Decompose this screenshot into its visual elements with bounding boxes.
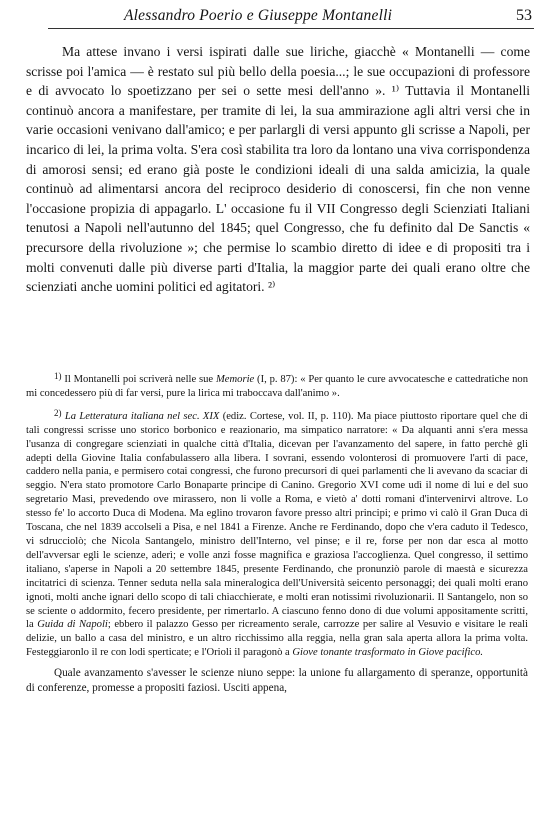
continued-text: Quale avanzamento s'avesser le scienze niuno seppe: la unione fu allargamento di speranze, opportunità di conferenze, promesse a propositi faziosi. Usciti appena, xyxy=(26,667,528,694)
running-head: Alessandro Poerio e Giuseppe Montanelli xyxy=(124,7,393,24)
footnote-marker: 1) xyxy=(54,371,62,381)
page-header xyxy=(48,6,534,29)
book-title: Memorie xyxy=(215,374,255,385)
main-text xyxy=(26,42,530,297)
footnote-1 xyxy=(26,370,528,401)
guide-title: Guida di Napoli xyxy=(37,619,108,631)
footnote-text: Il Montanelli poi scriverà nelle sue xyxy=(64,374,214,385)
footnote-text: ; ebbero il palazzo Gesso per ricreamento serale, carrozze per salire al Vesuvio e visitare le reali delizie, un ballo a casa del ministro, e un altro ricchissimo alla reggia, nella gran sala aperta allora la prima volta. Festeggiaronlo il re con lodi sperticate; e l'Orioli il paragonò a xyxy=(26,619,528,659)
quote-ending: Giove tonante trasformato in Giove pacifico. xyxy=(292,647,484,659)
footnote-2 xyxy=(26,407,528,660)
page-number: 53 xyxy=(516,7,532,24)
book-title: La Letteratura italiana nel sec. XIX xyxy=(64,410,220,422)
footnote-marker: 2) xyxy=(54,407,62,418)
footnote-text: (ediz. Cortese, vol. II, p. 110). Ma piace piuttosto riportare quel che di tali congressi scrisse uno storico borbonico e reazionario, ma simpatico narratore: « Da alquanti anni s'era messa l'usanza di congregare scienziati in qualche città d'Italia, dicevan per l'avanzamento del sapere, in fatto perchè gli adepti della Giovine Italia confabulassero alla libera. I sovrani, essendo volonterosi di promuovere l'arti di pace, caddero nella pania, e permisero cotai congressi, che furono precursori di quei parlamenti che li avevano da scaciar di seggio. N'era stato promotore Carlo Bonaparte principe di Canino. Gregorio XVI come udì il nome di lui e del suo segretario Masi, prevedendo ove mirassero, non li volle a Roma, e vietò a' dotti romani d'intervenirvi altrove. Lo stesso fe' lo accorto Duca di Modena. Ma eglino trovaron favore presso altri principi; e primo vi calò il Gran Duca di Toscana, che nel 1839 accolseli a Pisa, e nel 1841 a Firenze. Anche re Ferdinando, dopo che v'era caduto il Tedesco, vi sdrucciolò; che Nicola Santangelo, ministro dell'Interno, vel pinse; e il re, forse per non dar esca al motto dell'avversar egli le scienze, aderì; e volle anzi fosse magnifica e graziosa l'accoglienza. Quel congresso, il settimo italiano, s'aperse in Napoli a 20 settembre 1845, presente Ferdinando, che pronunziò parole di maestà e sicurezza incitatrici di scienza. Tenner seduta nella sala mineralogica dell'Università seicento personaggi; dei quali molti erano ignoti, molti anche ignari dello scopo di tali chiacchierate, e molti eran notissimi rivoluzionarii. Il Santangelo, non so se sciente o addormito, fecero presidente, per rimertarlo. A ciascuno fenno dono di due volumi appositamente scritti, la xyxy=(26,410,528,631)
body-paragraph: Ma attese invano i versi ispirati dalle sue liriche, giacchè « Montanelli — come scrisse poi l'amica — è restato sul più bello della poesia...; le sue occupazioni di professore e di avvocato lo spoetizzano per sei o sette mesi dell'anno ». ¹⁾ Tuttavia il Montanelli continuò ancora a manifestare, per tramite di lei, la sua ammirazione agli altri versi che in varie occasioni venivano dall'amico; e per parlargli di versi appunto gli scrisse a Napoli, per incarico di lei, la prima volta. S'era così stabilita tra loro da lontano una viva corrispondenza di amorosi sensi; ed erano già poste le condizioni ideali di una salda amicizia, la quale continuò ad alimentarsi ancora del reciproco desiderio di conoscersi, fin che non venne l'occasione propizia di appagarlo. L' occasione fu il VII Congresso degli Scienziati Italiani tenutosi a Napoli nell'autunno del 1845; quel Congresso, che fu definito dal De Sanctis « precursore della rivoluzione »; che permise lo scambio diretto di idee e di propositi tra i molti convenuti dalle più diverse parti d'Italia, la maggior parte dei quali erano oltre che scienziati anche uomini politici ed agitatori. ²⁾ xyxy=(26,44,530,295)
footnotes xyxy=(26,370,528,695)
footnote-text: (I, p. 87): « Per quanto le cure avvocatesche e cattedratiche non mi concedessero più di far versi, pure la lirica mi traboccava dall'animo ». xyxy=(26,374,529,399)
